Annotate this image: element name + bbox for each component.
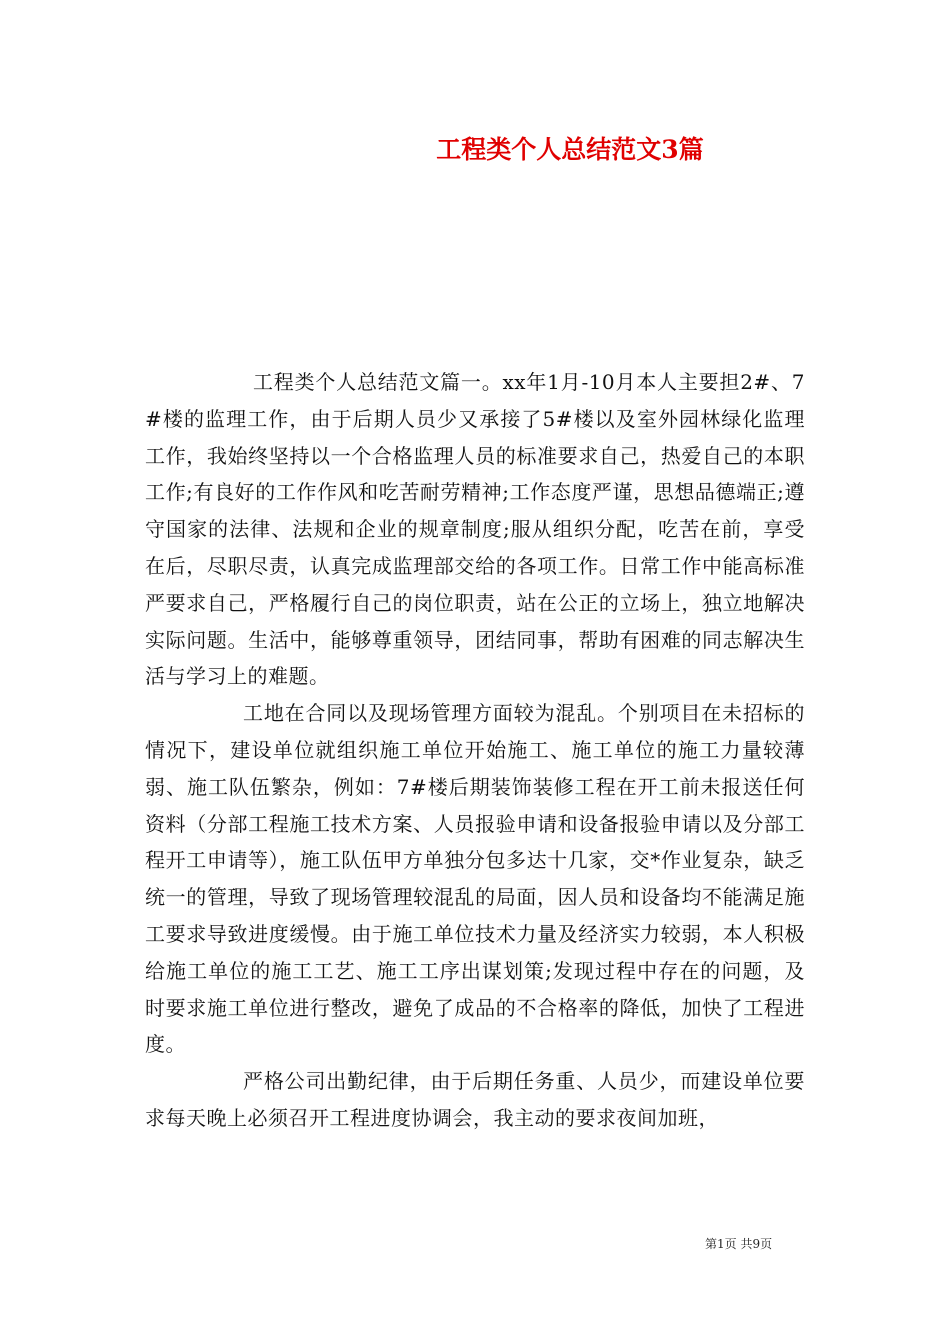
page-number-footer: 第1页 共9页 xyxy=(705,1237,773,1251)
paragraph-2: 工地在合同以及现场管理方面较为混乱。个别项目在未招标的情况下，建设单位就组织施工单位开始施工、施工单位的施工力量较薄弱、施工队伍繁杂，例如：7#楼后期装饰装修工程在开工前未报送任何资料（分部工程施工技术方案、人员报验申请和设备报验申请以及分部工程开工申请等），施工队伍甲方单独分包多达十几家，交*作业复杂，缺乏统一的管理，导致了现场管理较混乱的局面，因人员和设备均不能满足施工要求导致进度缓慢。由于施工单位技术力量及经济实力较弱，本人积极给施工单位的施工工艺、施工工序出谋划策;发现过程中存在的问题，及时要求施工单位进行整改，避免了成品的不合格率的降低，加快了工程进度。 xyxy=(145,701,805,1057)
paragraph-1: 工程类个人总结范文篇一。xx年1月-10月本人主要担2#、7#楼的监理工作，由于后期人员少又承接了5#楼以及室外园林绿化监理工作，我始终坚持以一个合格监理人员的标准要求自己，热爱自己的本职工作;有良好的工作作风和吃苦耐劳精神;工作态度严谨，思想品德端正;遵守国家的法律、法规和企业的规章制度;服从组织分配，吃苦在前，享受在后，尽职尽责，认真完成监理部交给的各项工作。日常工作中能高标准严要求自己，严格履行自己的岗位职责，站在公正的立场上，独立地解决实际问题。生活中，能够尊重领导，团结同事，帮助有困难的同志解决生活与学习上的难题。 xyxy=(145,370,805,689)
document-title: 工程类个人总结范文3篇 xyxy=(436,135,704,164)
document-body xyxy=(145,364,805,1137)
paragraph-3: 严格公司出勤纪律，由于后期任务重、人员少，而建设单位要求每天晚上必须召开工程进度协调会，我主动的要求夜间加班， xyxy=(145,1069,805,1130)
